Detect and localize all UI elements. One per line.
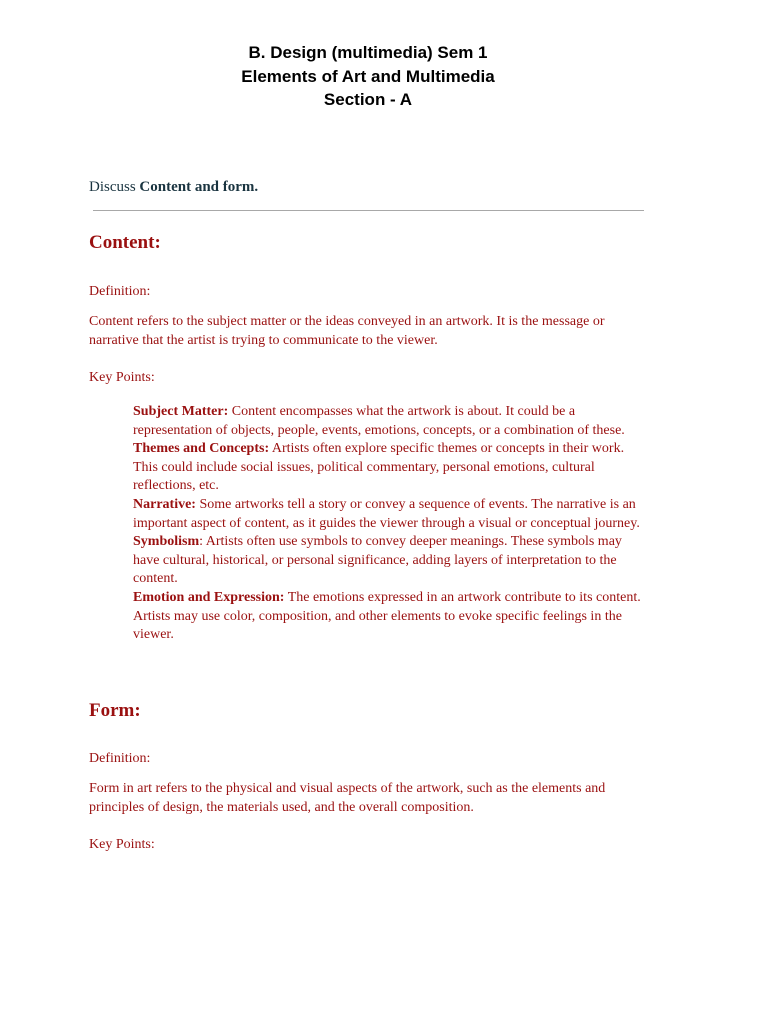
content-key-points-list — [133, 403, 643, 645]
point-term: Narrative: — [133, 496, 196, 512]
point-text: Content encompasses what the artwork is about. It could be a representation of objects, people, events, emotions, concepts, or a combination of these. — [133, 404, 625, 438]
point-term: Emotion and Expression: — [133, 589, 285, 605]
form-heading: Form: — [89, 700, 141, 721]
list-item — [133, 496, 643, 533]
prompt-topic: Content and form. — [139, 179, 259, 195]
section-title: Section - A — [323, 90, 413, 109]
point-text: Some artworks tell a story or convey a sequence of events. The narrative is an important aspect of content, as it guides the viewer through a visual or conceptual journey. — [133, 496, 640, 531]
question-prompt — [89, 178, 258, 197]
course-title: B. Design (multimedia) Sem 1 — [248, 43, 488, 62]
list-item — [133, 533, 643, 589]
list-item — [133, 440, 643, 496]
list-item — [133, 589, 643, 645]
subject-title: Elements of Art and Multimedia — [241, 66, 495, 86]
content-definition-label: Definition: — [89, 284, 151, 299]
point-text: The emotions expressed in an artwork contribute to its content. Artists may use color, composition, and other elements to evoke specific feelings in the viewer. — [133, 589, 641, 643]
content-key-points-label: Key Points: — [89, 370, 155, 385]
content-heading: Content: — [89, 232, 161, 253]
point-term: Symbolism — [133, 534, 200, 550]
document-header — [0, 41, 736, 112]
point-text: Artists often explore specific themes or concepts in their work. This could include social issues, political commentary, personal emotions, cultural reflections, etc. — [133, 441, 625, 494]
list-item — [133, 403, 643, 440]
form-key-points-label: Key Points: — [89, 837, 155, 852]
prompt-prefix: Discuss — [89, 179, 140, 195]
horizontal-divider — [93, 210, 644, 211]
point-term: Themes and Concepts: — [133, 441, 270, 457]
content-definition-text: Content refers to the subject matter or the ideas conveyed in an artwork. It is the message or narrative that the artist is trying to communicate to the viewer. — [89, 314, 605, 348]
form-definition-label: Definition: — [89, 751, 151, 766]
point-term: Subject Matter: — [133, 404, 229, 419]
point-text: : Artists often use symbols to convey deeper meanings. These symbols may have cultural, historical, or personal significance, adding layers of interpretation to the content. — [133, 534, 622, 587]
form-definition-text: Form in art refers to the physical and visual aspects of the artwork, such as the elements and principles of design, the materials used, and the overall composition. — [89, 781, 606, 815]
